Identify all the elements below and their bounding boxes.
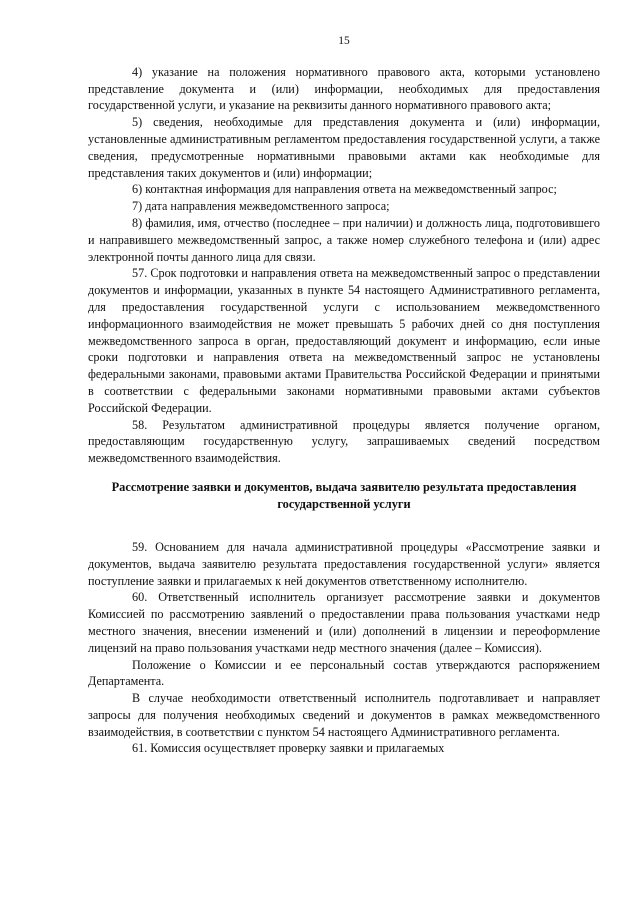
paragraph-commission-regulation: Положение о Комиссии и ее персональный состав утверждаются распоряжением Департамента.	[88, 657, 600, 689]
paragraph-57: 57. Срок подготовки и направления ответа на межведомственный запрос о представлении документов и информации, указанных в пункте 54 настоящего Административного регламента, для предоставления государственной услуги с использованием межведомственного информационного взаимодействия не может превышать 5 рабочих дней со дня поступления межведомственного запроса в орган, предоставляющий документ и информацию, если иные сроки подготовки и направления ответа на межведомственный запрос не установлены федеральными законами, правовыми актами Правительства Российской Федерации и принятыми в соответствии с федеральными законами нормативными правовыми актами субъектов Российской Федерации.	[88, 266, 600, 415]
section-heading: Рассмотрение заявки и документов, выдача заявителю результата предоставления государственной услуги	[111, 479, 577, 511]
paragraph-61: 61. Комиссия осуществляет проверку заявки и прилагаемых	[132, 741, 445, 756]
paragraph-60: 60. Ответственный исполнитель организует рассмотрение заявки и документов Комиссией по рассмотрению заявлений о предоставлении права пользования участками недр местного значения, внесении изменений и (или) дополнений в лицензии и переоформление лицензий на право пользования участками недр местного значения (далее – Комиссия).	[88, 590, 600, 655]
paragraphs-after	[88, 539, 600, 757]
paragraph-item-4: 4) указание на положения нормативного правового акта, которыми установлено представление документа и (или) информации, необходимых для предоставления государственной услуги, и указание на реквизиты данного нормативного правового акта;	[88, 64, 600, 113]
paragraph-item-6: 6) контактная информация для направления ответа на межведомственный запрос;	[132, 182, 557, 197]
paragraph-interagency-requests: В случае необходимости ответственный исполнитель подготавливает и направляет запросы для получения необходимых сведений и документов в рамках межведомственного взаимодействия, в соответствии с пунктом 54 настоящего Административного регламента.	[88, 691, 600, 739]
paragraph-item-8: 8) фамилия, имя, отчество (последнее – при наличии) и должность лица, подготовившего и направившего межведомственный запрос, а также номер служебного телефона и (или) адрес электронной почты данного лица для связи.	[88, 215, 600, 264]
page-number: 15	[338, 35, 350, 47]
paragraphs-before	[88, 64, 600, 467]
paragraph-item-7: 7) дата направления межведомственного запроса;	[132, 199, 390, 214]
paragraph-58: 58. Результатом административной процедуры является получение органом, предоставляющим государственную услугу, запрашиваемых сведений посредством межведомственного взаимодействия.	[88, 417, 600, 466]
paragraph-59: 59. Основанием для начала административной процедуры «Рассмотрение заявки и документов, выдача заявителю результата предоставления государственной услуги» является поступление заявки и прилагаемых к ней документов ответственному исполнителю.	[88, 539, 600, 588]
paragraph-item-5: 5) сведения, необходимые для представления документа и (или) информации, установленные административным регламентом предоставления государственной услуги, а также сведения, предусмотренные нормативными правовыми актами как необходимые для представления таких документов и (или) информации;	[88, 115, 600, 180]
